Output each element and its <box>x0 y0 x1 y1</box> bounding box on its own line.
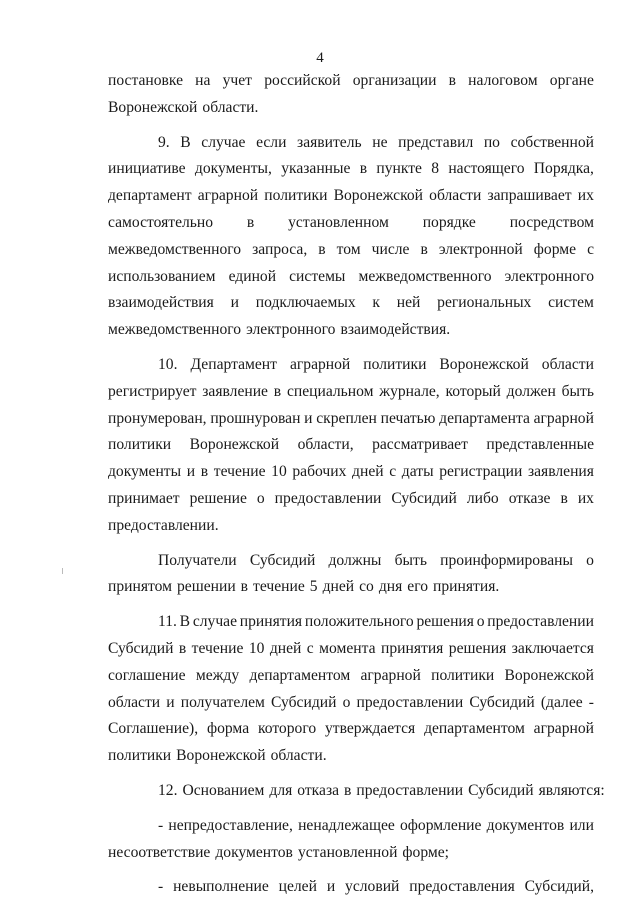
text-line <box>108 716 594 743</box>
text-line <box>108 609 594 636</box>
word: течение <box>191 639 244 657</box>
word: документы, <box>194 160 272 178</box>
text-line <box>108 317 594 344</box>
word: 10 <box>271 463 287 481</box>
word: принимает <box>108 489 180 507</box>
word: принятия <box>381 639 444 657</box>
word: журнале, <box>379 382 440 400</box>
word: Основанием <box>182 781 265 799</box>
word: использованием <box>108 267 216 285</box>
word: 11. <box>158 613 177 631</box>
text-line <box>108 840 594 867</box>
word: Субсидий <box>271 693 337 711</box>
word: условий <box>345 878 400 896</box>
word: установленном <box>288 213 389 231</box>
word: аграрной <box>360 666 421 684</box>
word: решения <box>448 639 507 657</box>
word: - <box>158 816 164 834</box>
text-line <box>108 130 594 157</box>
word: 10 <box>248 639 265 657</box>
text-line <box>108 352 594 379</box>
word: инициативе <box>108 160 186 178</box>
word: аграрной <box>289 355 351 373</box>
text-line <box>108 379 594 406</box>
word: случае <box>192 613 238 631</box>
word: скреплен <box>316 409 377 427</box>
word: региональных <box>437 294 532 312</box>
word: Департамент <box>190 355 277 373</box>
word: взаимодействия <box>108 294 214 312</box>
word: предоставлении <box>356 781 464 799</box>
word: политики <box>108 747 172 765</box>
word: в <box>273 382 282 400</box>
text-line <box>108 743 594 770</box>
word: их <box>577 187 594 205</box>
word: для <box>269 781 293 799</box>
word: заключается <box>511 639 594 657</box>
word: регистрации <box>439 463 523 481</box>
word: межведомственного <box>108 321 242 339</box>
word: положительного <box>304 613 414 631</box>
word: электронного <box>246 321 336 339</box>
word: постановке <box>108 72 183 89</box>
word: аграрной <box>197 187 259 205</box>
word: Субсидий <box>468 781 534 799</box>
word: оформление <box>400 816 482 834</box>
word: в <box>240 578 249 596</box>
word: аграрной <box>533 720 594 738</box>
word: с <box>306 639 314 657</box>
word: предоставлении <box>356 693 464 711</box>
text-line <box>108 156 594 183</box>
word: - <box>588 693 594 711</box>
page-number: 4 <box>316 50 324 66</box>
word: (далее <box>540 693 583 711</box>
word: дней <box>352 463 384 481</box>
paragraph-gap <box>108 601 594 609</box>
text-line <box>108 486 594 513</box>
text-line <box>108 432 594 459</box>
word: и <box>186 463 196 481</box>
word: документы <box>108 463 182 481</box>
word: являются: <box>538 781 605 799</box>
word: получателем <box>180 693 265 711</box>
word: решения <box>416 613 474 631</box>
word: его <box>407 578 429 596</box>
word: Воронежской <box>439 355 529 373</box>
text-line <box>108 264 594 291</box>
word: и <box>304 409 313 427</box>
word: решении <box>176 578 236 596</box>
word: дней <box>269 639 302 657</box>
word: установленной <box>297 843 398 861</box>
word: между <box>195 666 240 684</box>
word: 12. <box>158 781 178 799</box>
text-line <box>108 548 594 575</box>
word: со <box>359 578 374 596</box>
word: отказе <box>508 489 551 507</box>
word: форма <box>206 720 250 738</box>
word: по <box>483 133 500 151</box>
word: запроса, <box>252 240 308 258</box>
word: и <box>326 878 336 896</box>
word: собственной <box>510 133 594 151</box>
word: настоящего <box>448 160 525 178</box>
word: даты <box>401 463 434 481</box>
word: принятия. <box>433 578 500 596</box>
word: в <box>448 72 456 89</box>
paragraph-gap <box>108 344 594 352</box>
word: должны <box>328 551 382 569</box>
word: межведомственного <box>108 240 242 258</box>
word: несоответствие <box>108 843 211 861</box>
word: либо <box>466 489 499 507</box>
word: течение <box>253 578 305 596</box>
word: быть <box>561 382 594 400</box>
word: политики <box>108 436 172 454</box>
word: о <box>586 551 594 569</box>
text-line <box>108 459 594 486</box>
word: в <box>246 213 255 231</box>
word: целей <box>278 878 317 896</box>
word: межведомственного <box>358 267 492 285</box>
word: политики <box>431 666 495 684</box>
word: регистрирует <box>108 382 197 400</box>
word: с <box>389 463 397 481</box>
text-line <box>108 778 605 805</box>
text-line <box>108 290 594 317</box>
word: если <box>256 133 287 151</box>
word: в <box>420 240 428 258</box>
word: органе <box>549 72 594 89</box>
word: Субсидий, <box>524 878 594 896</box>
word: представленные <box>486 436 594 454</box>
word: налоговом <box>468 72 538 89</box>
word: самостоятельно <box>108 213 214 231</box>
text-line <box>108 574 594 601</box>
text-line <box>108 663 594 690</box>
word: отказа <box>297 781 340 799</box>
word: департамента <box>439 409 530 427</box>
word: и <box>230 294 239 312</box>
word: невыполнение <box>173 878 269 896</box>
word: непредоставление, <box>168 816 293 834</box>
word: пункте <box>376 160 422 178</box>
document-body <box>108 68 605 901</box>
word: на <box>195 72 211 89</box>
paragraph-gap <box>108 540 594 548</box>
word: в <box>359 160 368 178</box>
word: систем <box>548 294 594 312</box>
word: электронной <box>438 240 523 258</box>
word: дней <box>322 578 355 596</box>
word: предоставления <box>409 878 515 896</box>
text-line <box>108 636 594 663</box>
word: запрашивает <box>487 187 572 205</box>
word: Воронежской <box>189 436 280 454</box>
word: 8 <box>431 160 440 178</box>
scan-artifact <box>62 568 63 574</box>
word: числе <box>371 240 410 258</box>
word: Субсидий <box>391 489 457 507</box>
word: не <box>372 133 388 151</box>
word: учет <box>222 72 253 89</box>
word: том <box>336 240 361 258</box>
word: соглашение <box>108 666 186 684</box>
word: утверждается <box>324 720 416 738</box>
word: политики <box>363 355 427 373</box>
word: аграрной <box>533 409 594 427</box>
word: документов <box>486 816 565 834</box>
word: посредством <box>509 213 594 231</box>
word: документов <box>215 843 293 861</box>
word: о <box>256 489 265 507</box>
word: политики <box>264 187 328 205</box>
word: департамент <box>108 187 192 205</box>
word: области <box>429 187 482 205</box>
word: российской <box>264 72 341 89</box>
word: ней <box>396 294 421 312</box>
word: ненадлежащее <box>298 816 395 834</box>
word: к <box>372 294 380 312</box>
word: предоставлении <box>274 489 382 507</box>
text-line <box>108 690 594 717</box>
word: Порядка, <box>533 160 594 178</box>
text-line <box>108 513 594 540</box>
word: в <box>560 489 568 507</box>
word: заявления <box>527 463 594 481</box>
word: быть <box>394 551 427 569</box>
word: Получатели <box>158 551 237 569</box>
word: Воронежской <box>108 98 198 116</box>
word: прошнурован <box>210 409 301 427</box>
word: рассматривает <box>372 436 468 454</box>
word: Воронежской <box>333 187 423 205</box>
word: В <box>180 133 191 151</box>
word: их <box>577 489 594 507</box>
word: в <box>318 240 326 258</box>
word: области <box>108 693 161 711</box>
paragraph-gap <box>108 770 594 778</box>
text-line <box>108 210 594 237</box>
text-line <box>108 813 594 840</box>
word: и <box>166 693 175 711</box>
word: В <box>179 613 191 631</box>
word: департаментом <box>424 720 525 738</box>
word: Субсидий <box>469 693 535 711</box>
word: области, <box>297 436 354 454</box>
word: с <box>587 240 594 258</box>
word: области. <box>270 747 327 765</box>
text-line <box>108 183 594 210</box>
word: заявитель <box>297 133 362 151</box>
word: дня <box>378 578 403 596</box>
word: предоставлении. <box>108 516 219 534</box>
word: которого <box>257 720 317 738</box>
text-line <box>108 95 594 122</box>
text-line <box>108 68 594 95</box>
word: принятом <box>108 578 172 596</box>
word: предоставлении <box>487 613 594 631</box>
word: о <box>476 613 485 631</box>
word: в <box>200 463 209 481</box>
word: области <box>541 355 594 373</box>
word: который <box>445 382 501 400</box>
word: Соглашение), <box>108 720 199 738</box>
word: 5 <box>309 578 318 596</box>
word: в <box>178 639 187 657</box>
word: взаимодействия. <box>340 321 451 339</box>
text-line <box>108 406 594 433</box>
word: указанные <box>281 160 351 178</box>
word: Субсидий <box>108 639 174 657</box>
word: - <box>158 878 164 896</box>
word: принятия <box>239 613 303 631</box>
word: случае <box>201 133 246 151</box>
word: или <box>569 816 594 834</box>
word: должен <box>506 382 556 400</box>
word: электронного <box>504 267 594 285</box>
word: рабочих <box>292 463 347 481</box>
word: 10. <box>158 355 178 373</box>
paragraph-gap <box>108 122 594 130</box>
paragraph-gap <box>108 866 594 874</box>
word: форме <box>533 240 577 258</box>
word: момента <box>319 639 376 657</box>
word: организации <box>352 72 437 89</box>
word: течение <box>213 463 266 481</box>
word: единой <box>228 267 277 285</box>
word: департаментом <box>249 666 351 684</box>
word: Воронежской <box>176 747 266 765</box>
word: подключаемых <box>255 294 356 312</box>
word: решение <box>189 489 247 507</box>
word: системы <box>289 267 346 285</box>
word: печатью <box>380 409 436 427</box>
word: Воронежской <box>504 666 594 684</box>
word: специальном <box>286 382 374 400</box>
paragraph-gap <box>108 805 594 813</box>
word: заявление <box>202 382 268 400</box>
word: 9. <box>158 133 170 151</box>
word: о <box>342 693 351 711</box>
word: порядке <box>422 213 476 231</box>
text-line <box>108 874 594 901</box>
word: области. <box>202 98 259 116</box>
text-line <box>108 237 594 264</box>
word: представил <box>398 133 474 151</box>
word: Субсидий <box>249 551 316 569</box>
word: проинформированы <box>440 551 573 569</box>
word: в <box>344 781 352 799</box>
word: пронумерован, <box>108 409 207 427</box>
word: форме; <box>402 843 450 861</box>
